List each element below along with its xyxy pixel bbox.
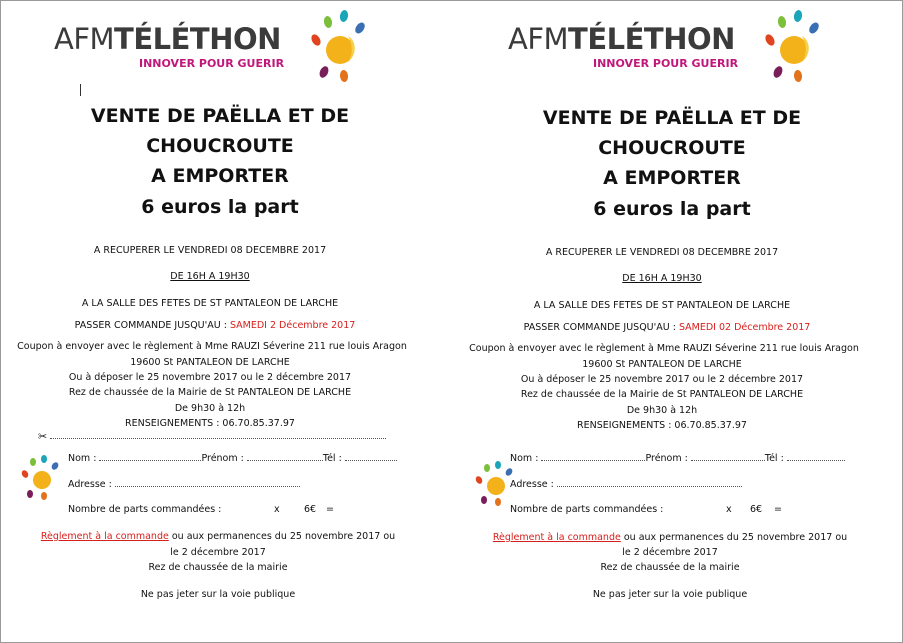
pickup-hours: DE 16H A 19H30 xyxy=(622,273,702,284)
footer-note: Ne pas jeter sur la voie publique xyxy=(592,589,748,600)
payment-rest: ou aux permanences du 25 novembre 2017 ou xyxy=(620,532,848,543)
pickup-date: A RECUPERER LE VENDREDI 08 DECEMBRE 2017 xyxy=(93,245,327,256)
unit-price: 6€ xyxy=(750,504,763,515)
coupon-address-1: Coupon à envoyer avec le règlement à Mme RAUZI Séverine 211 rue louis Aragon xyxy=(17,341,407,352)
afm-telethon-logo xyxy=(508,10,838,80)
order-deadline xyxy=(0,319,435,332)
times-sign: x xyxy=(274,504,280,515)
payment-line-1 xyxy=(0,530,438,543)
prenom-field[interactable] xyxy=(247,460,323,461)
nom-field[interactable] xyxy=(541,460,645,461)
unit-price: 6€ xyxy=(304,504,317,515)
info-phone: RENSEIGNEMENTS : 06.70.85.37.97 xyxy=(125,418,295,429)
tel-field[interactable] xyxy=(787,460,845,461)
form-row-parts xyxy=(68,504,334,515)
venue: A LA SALLE DES FETES DE ST PANTALEON DE LARCHE xyxy=(533,300,791,311)
form-row-names xyxy=(68,453,397,464)
info-phone: RENSEIGNEMENTS : 06.70.85.37.97 xyxy=(577,420,747,431)
prenom-label: Prénom : xyxy=(201,453,244,464)
nom-label: Nom : xyxy=(68,453,97,464)
prenom-label: Prénom : xyxy=(645,453,688,464)
nom-label: Nom : xyxy=(510,453,539,464)
deposit-time: De 9h30 à 12h xyxy=(626,405,698,416)
prenom-field[interactable] xyxy=(691,460,765,461)
flyer-right xyxy=(452,0,892,643)
afm-telethon-logo xyxy=(54,10,384,80)
deposit-time: De 9h30 à 12h xyxy=(174,403,246,414)
sun-logo-icon xyxy=(762,10,822,82)
form-row-address xyxy=(68,479,300,490)
title-line-1: VENTE DE PAËLLA ET DE xyxy=(90,105,350,127)
adresse-label: Adresse : xyxy=(510,479,554,490)
pickup-date: A RECUPERER LE VENDREDI 08 DECEMBRE 2017 xyxy=(545,247,779,258)
order-prefix: PASSER COMMANDE JUSQU'AU : xyxy=(74,320,230,331)
pickup-hours: DE 16H A 19H30 xyxy=(170,271,250,282)
logo-afm: AFM xyxy=(54,22,115,56)
title-line-2: CHOUCROUTE xyxy=(146,135,294,157)
logo-tagline: INNOVER POUR GUERIR xyxy=(593,57,739,70)
order-date: SAMEDI 02 Décembre 2017 xyxy=(678,322,811,333)
order-prefix: PASSER COMMANDE JUSQU'AU : xyxy=(523,322,679,333)
coupon-address-2: 19600 St PANTALEON DE LARCHE xyxy=(582,359,742,370)
coupon-address-2: 19600 St PANTALEON DE LARCHE xyxy=(130,357,290,368)
adresse-field[interactable] xyxy=(557,486,742,487)
mini-sun-logo-icon xyxy=(474,460,514,506)
tel-label: Tél : xyxy=(764,453,784,464)
logo-telethon: TÉLÉTHON xyxy=(568,22,735,56)
cut-line xyxy=(50,438,386,439)
sun-logo-icon xyxy=(308,10,368,82)
payment-line-3: Rez de chaussée de la mairie xyxy=(600,562,740,573)
coupon-address-1: Coupon à envoyer avec le règlement à Mme RAUZI Séverine 211 rue louis Aragon xyxy=(469,343,859,354)
payment-line-3: Rez de chaussée de la mairie xyxy=(148,562,288,573)
title-line-3: A EMPORTER xyxy=(603,167,741,189)
payment-prefix: Règlement à la commande xyxy=(40,531,169,542)
payment-rest: ou aux permanences du 25 novembre 2017 ou xyxy=(168,531,396,542)
title-line-4: 6 euros la part xyxy=(141,196,299,218)
deposit-dates: Ou à déposer le 25 novembre 2017 ou le 2 décembre 2017 xyxy=(520,374,804,385)
equals-sign: = xyxy=(774,504,782,515)
mini-sun-logo-icon xyxy=(20,454,60,500)
payment-line-2: le 2 décembre 2017 xyxy=(170,547,266,558)
title-line-2: CHOUCROUTE xyxy=(598,137,746,159)
adresse-field[interactable] xyxy=(115,486,300,487)
parts-label: Nombre de parts commandées : xyxy=(68,504,222,515)
order-deadline xyxy=(447,321,887,334)
scissors-icon: ✂ xyxy=(38,430,48,443)
venue: A LA SALLE DES FETES DE ST PANTALEON DE LARCHE xyxy=(81,298,339,309)
times-sign: x xyxy=(726,504,732,515)
title-line-4: 6 euros la part xyxy=(593,198,751,220)
logo-afm: AFM xyxy=(508,22,569,56)
equals-sign: = xyxy=(326,504,334,515)
tel-label: Tél : xyxy=(322,453,342,464)
payment-prefix: Règlement à la commande xyxy=(492,532,621,543)
form-row-address xyxy=(510,479,742,490)
deposit-dates: Ou à déposer le 25 novembre 2017 ou le 2 décembre 2017 xyxy=(68,372,352,383)
title-line-1: VENTE DE PAËLLA ET DE xyxy=(542,107,802,129)
logo-telethon: TÉLÉTHON xyxy=(114,22,281,56)
deposit-location: Rez de chaussée de la Mairie de St PANTALEON DE LARCHE xyxy=(68,387,352,398)
logo-tagline: INNOVER POUR GUERIR xyxy=(139,57,285,70)
form-row-names xyxy=(510,453,845,464)
order-date: SAMEDI 2 Décembre 2017 xyxy=(229,320,356,331)
title-line-3: A EMPORTER xyxy=(151,165,289,187)
tel-field[interactable] xyxy=(345,460,397,461)
adresse-label: Adresse : xyxy=(68,479,112,490)
payment-line-1 xyxy=(450,531,890,544)
flyer-left xyxy=(0,0,440,643)
nom-field[interactable] xyxy=(99,460,201,461)
text-cursor xyxy=(80,84,81,96)
footer-note: Ne pas jeter sur la voie publique xyxy=(140,589,296,600)
form-row-parts xyxy=(510,504,782,515)
payment-line-2: le 2 décembre 2017 xyxy=(622,547,718,558)
parts-label: Nombre de parts commandées : xyxy=(510,504,664,515)
deposit-location: Rez de chaussée de la Mairie de St PANTALEON DE LARCHE xyxy=(520,389,804,400)
